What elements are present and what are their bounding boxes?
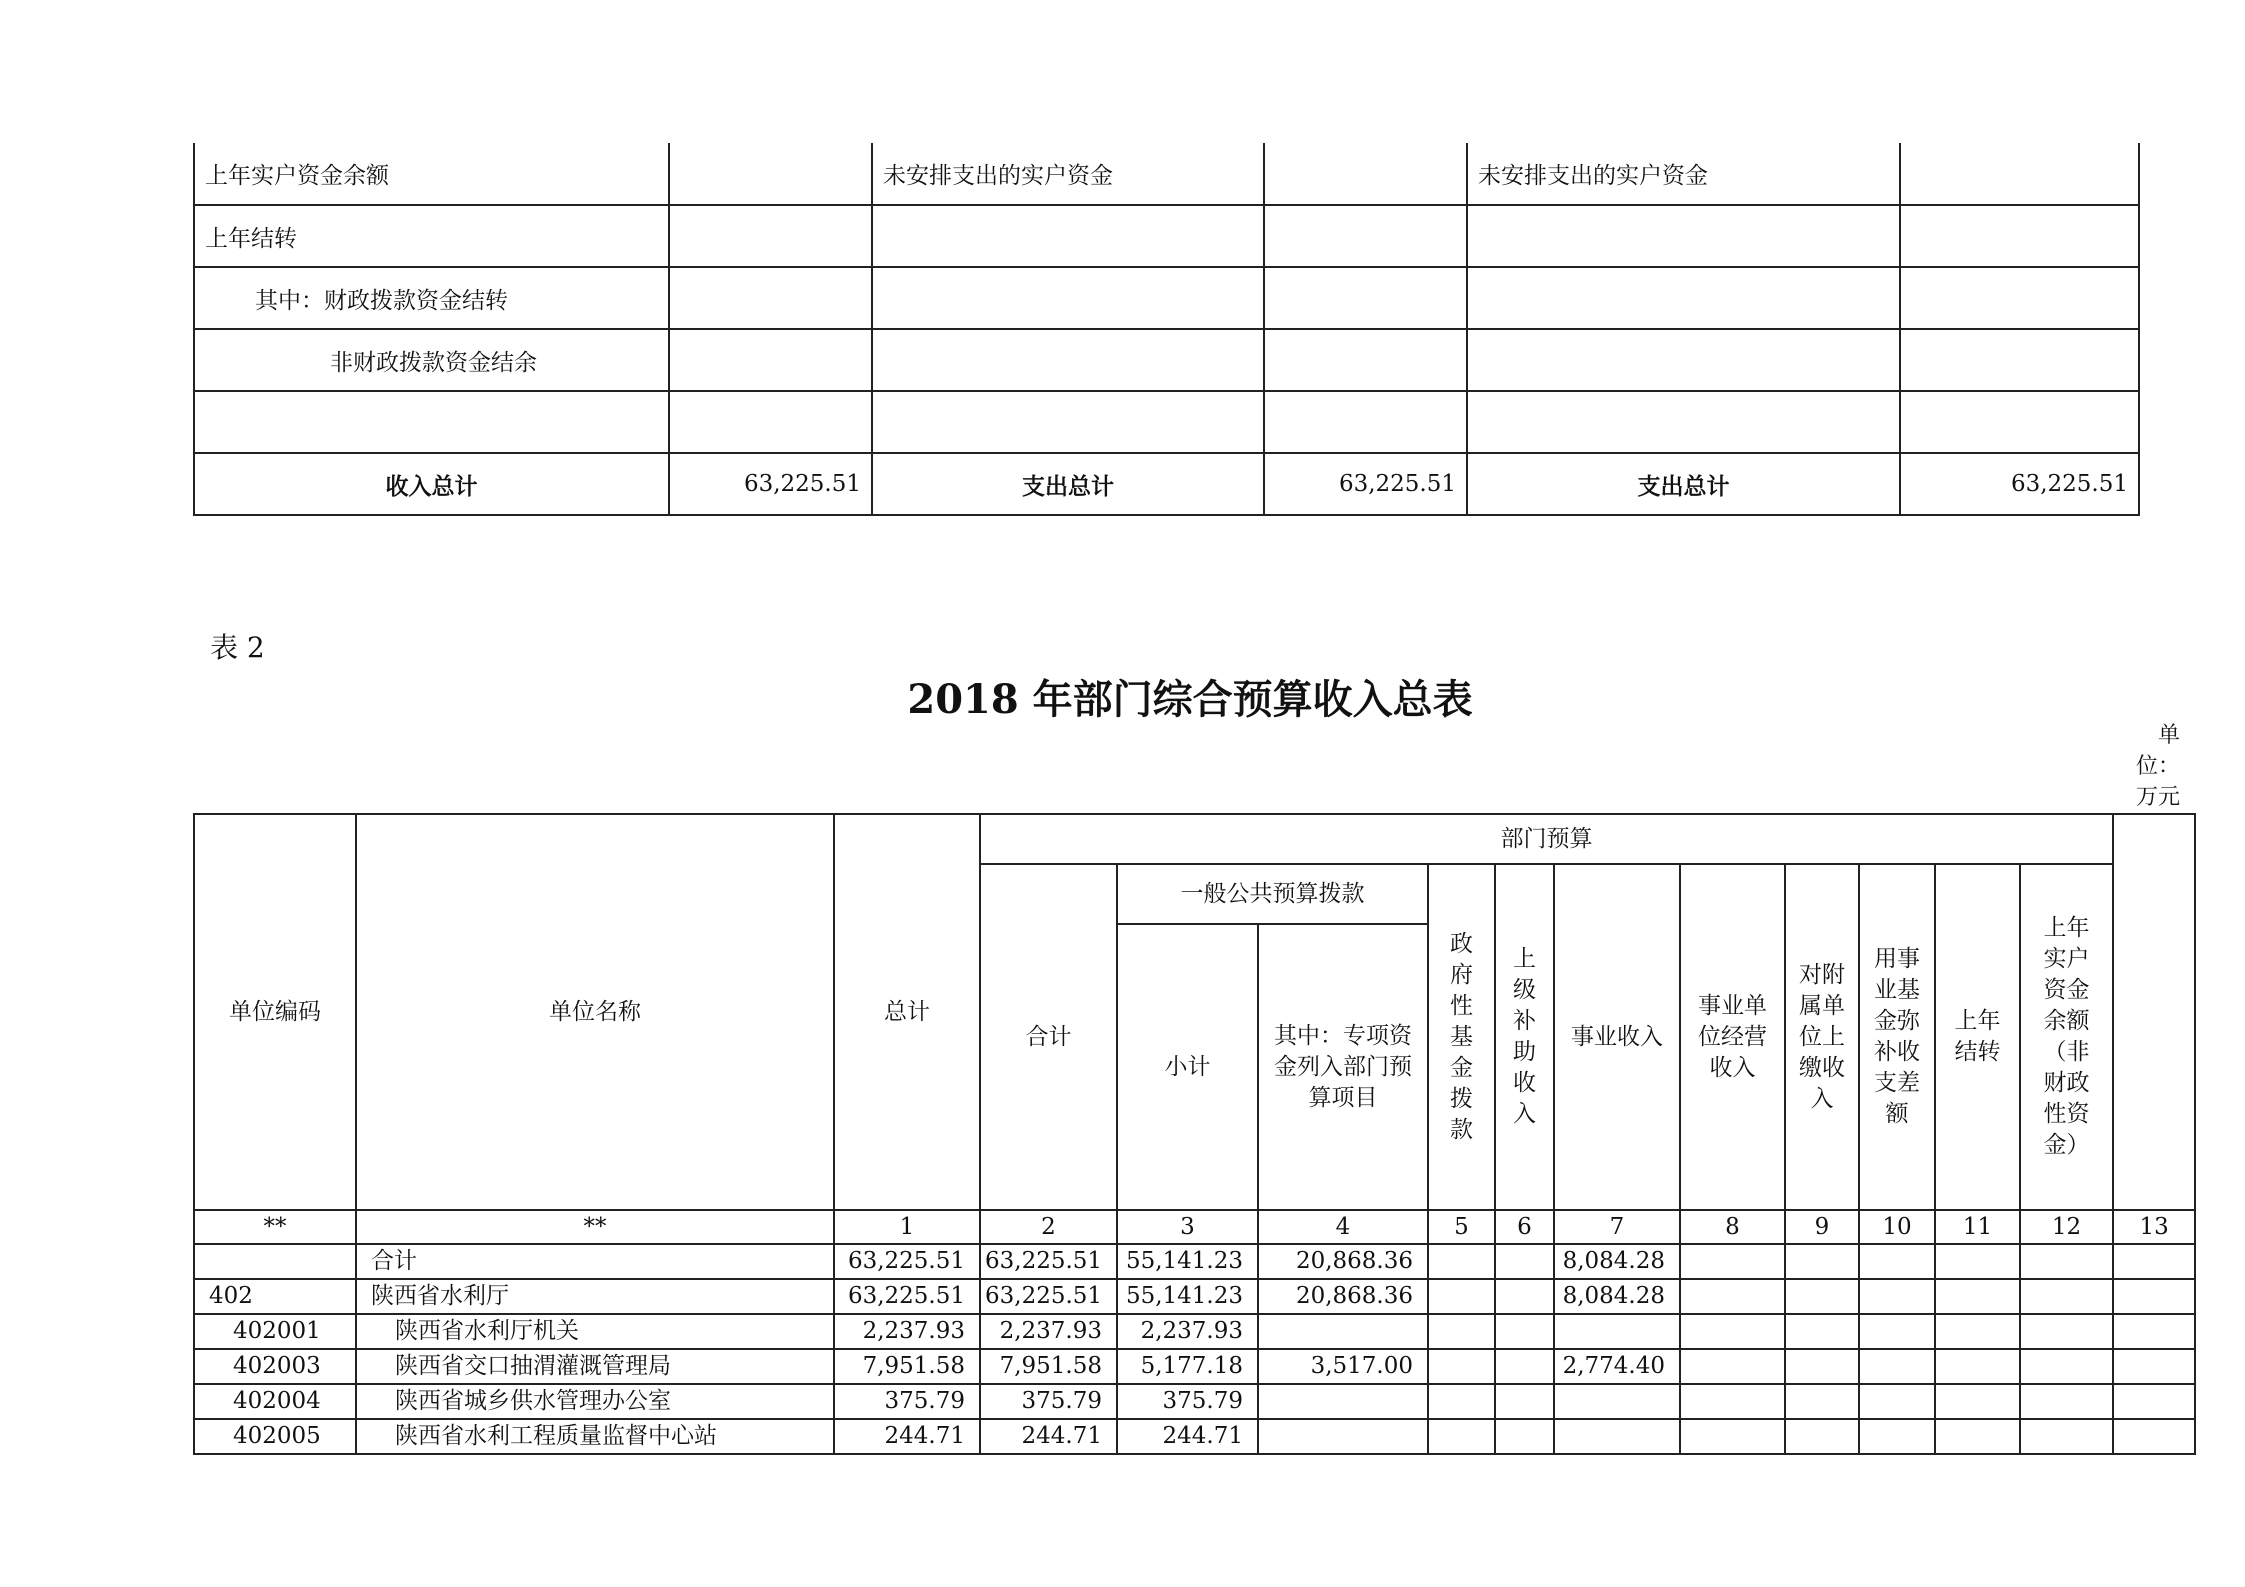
cell-affiliate	[1785, 1279, 1859, 1314]
cell-special	[1258, 1384, 1428, 1419]
budget-income-table	[193, 813, 2196, 1455]
cell-code: 402	[194, 1279, 356, 1314]
cell-carry	[1935, 1419, 2020, 1454]
cell-carry	[1935, 1384, 2020, 1419]
header-sum: 合计	[980, 864, 1117, 1210]
cell-business	[1680, 1314, 1785, 1349]
cell-account	[2020, 1314, 2113, 1349]
cell-carry	[1935, 1244, 2020, 1279]
index-cell: 3	[1117, 1210, 1258, 1244]
row-value	[669, 391, 872, 453]
row-label: 未安排支出的实户资金	[1467, 143, 1900, 205]
cell-total: 375.79	[834, 1384, 980, 1419]
cell-career	[1554, 1314, 1680, 1349]
cell-special: 20,868.36	[1258, 1244, 1428, 1279]
table-row	[194, 1244, 2195, 1279]
index-cell: 7	[1554, 1210, 1680, 1244]
table-row	[194, 1349, 2195, 1384]
cell-subtotal: 375.79	[1117, 1384, 1258, 1419]
index-cell: 1	[834, 1210, 980, 1244]
cell-subtotal: 5,177.18	[1117, 1349, 1258, 1384]
cell-fund	[1859, 1349, 1935, 1384]
unit-label: 单位：万元	[2135, 723, 2180, 810]
cell-code	[194, 1244, 356, 1279]
cell-name: 陕西省城乡供水管理办公室	[356, 1384, 834, 1419]
table-row	[194, 1384, 2195, 1419]
cell-name: 陕西省水利厅	[356, 1279, 834, 1314]
cell-fund	[1859, 1384, 1935, 1419]
index-cell: 8	[1680, 1210, 1785, 1244]
cell-name: 陕西省水利厅机关	[356, 1314, 834, 1349]
row-label	[194, 391, 669, 453]
cell-fund	[1859, 1419, 1935, 1454]
row-label	[1467, 391, 1900, 453]
row-value	[669, 329, 872, 391]
cell-business	[1680, 1244, 1785, 1279]
row-label	[872, 391, 1264, 453]
cell-carry	[1935, 1314, 2020, 1349]
cell-business	[1680, 1384, 1785, 1419]
row-value	[1900, 391, 2139, 453]
cell-total: 63,225.51	[834, 1244, 980, 1279]
cell-gov-fund	[1428, 1244, 1495, 1279]
cell-total: 244.71	[834, 1419, 980, 1454]
cell-subtotal: 2,237.93	[1117, 1314, 1258, 1349]
cell-account	[2020, 1419, 2113, 1454]
table-row	[194, 1419, 2195, 1454]
cell-other	[2113, 1314, 2195, 1349]
cell-sum: 244.71	[980, 1419, 1117, 1454]
total-row	[194, 453, 2139, 515]
cell-career: 8,084.28	[1554, 1279, 1680, 1314]
row-value	[669, 143, 872, 205]
cell-fund	[1859, 1244, 1935, 1279]
row-label	[872, 205, 1264, 267]
cell-upper	[1495, 1349, 1554, 1384]
cell-special: 3,517.00	[1258, 1349, 1428, 1384]
cell-carry	[1935, 1279, 2020, 1314]
row-value	[1264, 267, 1467, 329]
cell-other	[2113, 1279, 2195, 1314]
cell-business	[1680, 1419, 1785, 1454]
row-value	[1900, 205, 2139, 267]
cell-affiliate	[1785, 1349, 1859, 1384]
cell-code: 402005	[194, 1419, 356, 1454]
row-value	[1264, 143, 1467, 205]
row-label	[1467, 205, 1900, 267]
cell-special	[1258, 1419, 1428, 1454]
cell-affiliate	[1785, 1384, 1859, 1419]
header-row	[194, 814, 2195, 864]
cell-upper	[1495, 1314, 1554, 1349]
cell-career: 2,774.40	[1554, 1349, 1680, 1384]
row-label	[872, 329, 1264, 391]
index-cell: 6	[1495, 1210, 1554, 1244]
cell-business	[1680, 1349, 1785, 1384]
cell-sum: 63,225.51	[980, 1244, 1117, 1279]
cell-sum: 375.79	[980, 1384, 1117, 1419]
cell-affiliate	[1785, 1314, 1859, 1349]
cell-affiliate	[1785, 1244, 1859, 1279]
cell-gov-fund	[1428, 1279, 1495, 1314]
header-placeholder	[2113, 814, 2195, 1210]
index-cell: **	[194, 1210, 356, 1244]
cell-gov-fund	[1428, 1314, 1495, 1349]
row-label: 上年结转	[194, 205, 669, 267]
row-value	[1264, 329, 1467, 391]
row-label	[872, 267, 1264, 329]
cell-upper	[1495, 1419, 1554, 1454]
cell-gov-fund	[1428, 1349, 1495, 1384]
header-last-year-account: 上年实户资金余额（非财政性资金）	[2020, 864, 2113, 1210]
income-expense-summary-table	[193, 143, 2140, 516]
income-total-value: 63,225.51	[669, 453, 872, 515]
cell-special	[1258, 1314, 1428, 1349]
row-label: 未安排支出的实户资金	[872, 143, 1264, 205]
cell-gov-fund	[1428, 1384, 1495, 1419]
table-row	[194, 1314, 2195, 1349]
cell-subtotal: 244.71	[1117, 1419, 1258, 1454]
expense-total-value-2: 63,225.51	[1900, 453, 2139, 515]
cell-career	[1554, 1384, 1680, 1419]
cell-fund	[1859, 1314, 1935, 1349]
header-affiliate: 对附属单位上缴收入	[1785, 864, 1859, 1210]
header-gov-fund: 政府性基金拨款	[1428, 864, 1495, 1210]
cell-other	[2113, 1384, 2195, 1419]
cell-account	[2020, 1244, 2113, 1279]
cell-subtotal: 55,141.23	[1117, 1279, 1258, 1314]
page-title: 2018 年部门综合预算收入总表	[907, 676, 1473, 723]
table-row	[194, 205, 2139, 267]
header-career-income: 事业收入	[1554, 864, 1680, 1210]
header-career-business: 事业单位经营收入	[1680, 864, 1785, 1210]
cell-other	[2113, 1349, 2195, 1384]
row-value	[1900, 143, 2139, 205]
cell-account	[2020, 1279, 2113, 1314]
cell-total: 7,951.58	[834, 1349, 980, 1384]
index-cell: 2	[980, 1210, 1117, 1244]
expense-total-label-2: 支出总计	[1467, 453, 1900, 515]
header-carryover: 上年结转	[1935, 864, 2020, 1210]
cell-subtotal: 55,141.23	[1117, 1244, 1258, 1279]
income-total-label: 收入总计	[194, 453, 669, 515]
header-unit-name: 单位名称	[356, 814, 834, 1210]
cell-name: 陕西省交口抽渭灌溉管理局	[356, 1349, 834, 1384]
cell-name: 陕西省水利工程质量监督中心站	[356, 1419, 834, 1454]
cell-fund	[1859, 1279, 1935, 1314]
index-cell: 11	[1935, 1210, 2020, 1244]
header-total: 总计	[834, 814, 980, 1210]
cell-upper	[1495, 1384, 1554, 1419]
row-label: 上年实户资金余额	[194, 143, 669, 205]
cell-code: 402003	[194, 1349, 356, 1384]
cell-account	[2020, 1384, 2113, 1419]
cell-name: 合计	[356, 1244, 834, 1279]
table-row	[194, 391, 2139, 453]
header-dept-budget: 部门预算	[980, 814, 2113, 864]
cell-other	[2113, 1419, 2195, 1454]
index-cell: 13	[2113, 1210, 2195, 1244]
index-cell: 12	[2020, 1210, 2113, 1244]
header-special: 其中：专项资金列入部门预算项目	[1258, 924, 1428, 1210]
index-cell: 9	[1785, 1210, 1859, 1244]
table-row	[194, 1279, 2195, 1314]
index-cell: 4	[1258, 1210, 1428, 1244]
cell-total: 63,225.51	[834, 1279, 980, 1314]
table-row	[194, 267, 2139, 329]
row-value	[669, 205, 872, 267]
cell-sum: 7,951.58	[980, 1349, 1117, 1384]
expense-total-label: 支出总计	[872, 453, 1264, 515]
cell-code: 402004	[194, 1384, 356, 1419]
row-value	[1900, 267, 2139, 329]
header-general-budget: 一般公共预算拨款	[1117, 864, 1428, 924]
expense-total-value: 63,225.51	[1264, 453, 1467, 515]
cell-affiliate	[1785, 1419, 1859, 1454]
cell-business	[1680, 1279, 1785, 1314]
row-value	[1900, 329, 2139, 391]
header-fund-balance: 用事业基金弥补收支差额	[1859, 864, 1935, 1210]
cell-special: 20,868.36	[1258, 1279, 1428, 1314]
header-unit-code: 单位编码	[194, 814, 356, 1210]
header-upper-subsidy: 上级补助收入	[1495, 864, 1554, 1210]
cell-code: 402001	[194, 1314, 356, 1349]
index-cell: 5	[1428, 1210, 1495, 1244]
cell-upper	[1495, 1244, 1554, 1279]
row-label	[1467, 267, 1900, 329]
cell-upper	[1495, 1279, 1554, 1314]
row-value	[669, 267, 872, 329]
cell-carry	[1935, 1349, 2020, 1384]
cell-career	[1554, 1419, 1680, 1454]
cell-career: 8,084.28	[1554, 1244, 1680, 1279]
cell-gov-fund	[1428, 1419, 1495, 1454]
table-row	[194, 143, 2139, 205]
index-cell: 10	[1859, 1210, 1935, 1244]
row-value	[1264, 205, 1467, 267]
cell-sum: 63,225.51	[980, 1279, 1117, 1314]
cell-other	[2113, 1244, 2195, 1279]
index-row	[194, 1210, 2195, 1244]
cell-account	[2020, 1349, 2113, 1384]
cell-sum: 2,237.93	[980, 1314, 1117, 1349]
table-tag: 表 2	[210, 631, 265, 664]
cell-total: 2,237.93	[834, 1314, 980, 1349]
header-subtotal: 小计	[1117, 924, 1258, 1210]
row-value	[1264, 391, 1467, 453]
row-label	[1467, 329, 1900, 391]
row-label: 其中：财政拨款资金结转	[194, 267, 669, 329]
index-cell: **	[356, 1210, 834, 1244]
row-label: 非财政拨款资金结余	[194, 329, 669, 391]
table-row	[194, 329, 2139, 391]
